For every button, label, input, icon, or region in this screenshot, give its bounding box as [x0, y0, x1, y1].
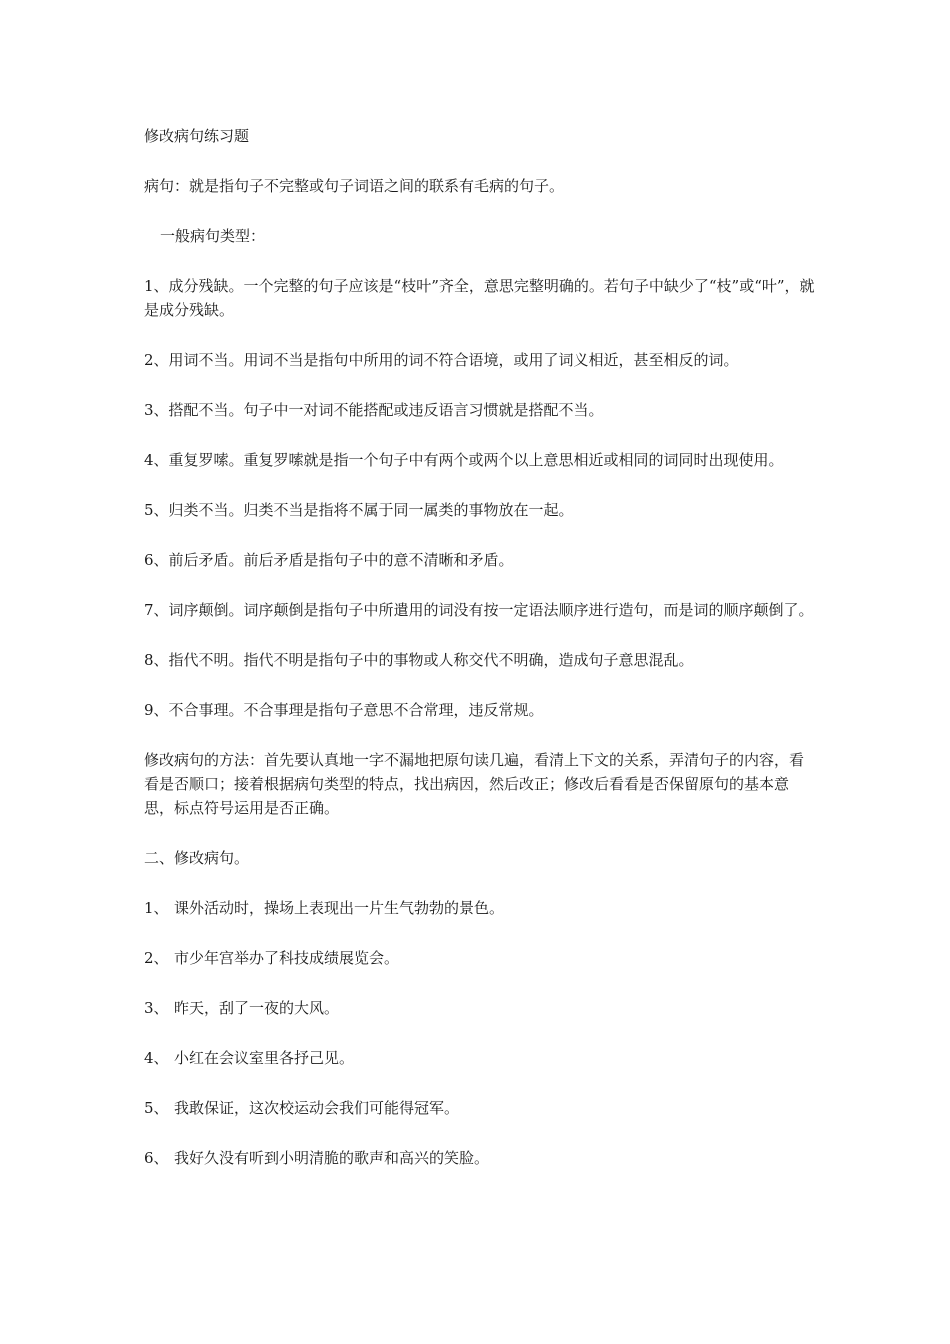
exercise-text: 我好久没有听到小明清脆的歌声和高兴的笑脸。: [174, 1149, 490, 1167]
exercise-number: 3、: [144, 999, 169, 1017]
exercise-text: 我敢保证，这次校运动会我们可能得冠军。: [174, 1099, 460, 1117]
exercise-item: [144, 1146, 816, 1170]
exercise-number: 6、: [144, 1149, 169, 1167]
exercise-number: 5、: [144, 1099, 169, 1117]
section2-heading: 二、修改病句。: [144, 849, 250, 867]
type-item-1: 1、成分残缺。一个完整的句子应该是“枝叶”齐全，意思完整明确的。若句子中缺少了“枝”或“叶”，就是成分残缺。: [144, 277, 815, 319]
type-item-5: 5、归类不当。归类不当是指将不属于同一属类的事物放在一起。: [144, 501, 574, 519]
exercise-item: [144, 896, 816, 920]
exercise-number: 2、: [144, 949, 169, 967]
type-item-8: 8、指代不明。指代不明是指句子中的事物或人称交代不明确，造成句子意思混乱。: [144, 651, 694, 669]
type-item-7: 7、词序颠倒。词序颠倒是指句子中所遣用的词没有按一定语法顺序进行造句，而是词的顺序颠倒了。: [144, 601, 814, 619]
exercise-item: [144, 946, 816, 970]
exercise-item: [144, 1096, 816, 1120]
exercise-text: 市少年宫举办了科技成绩展览会。: [174, 949, 400, 967]
exercise-text: 昨天，刮了一夜的大风。: [174, 999, 340, 1017]
document-page: [144, 124, 816, 1196]
method-paragraph: 修改病句的方法：首先要认真地一字不漏地把原句读几遍，看清上下文的关系，弄清句子的内容，看看是否顺口；接着根据病句类型的特点，找出病因，然后改正；修改后看看是否保留原句的基本意思，标点符号运用是否正确。: [144, 751, 805, 817]
exercise-text: 课外活动时，操场上表现出一片生气勃勃的景色。: [174, 899, 505, 917]
exercise-number: 1、: [144, 899, 169, 917]
type-item-9: 9、不合事理。不合事理是指句子意思不合常理，违反常规。: [144, 701, 544, 719]
exercise-item: [144, 1046, 816, 1070]
types-heading: 一般病句类型：: [160, 227, 266, 245]
exercise-number: 4、: [144, 1049, 169, 1067]
type-item-2: 2、用词不当。用词不当是指句中所用的词不符合语境，或用了词义相近，甚至相反的词。: [144, 351, 739, 369]
type-item-4: 4、重复罗嗦。重复罗嗦就是指一个句子中有两个或两个以上意思相近或相同的词同时出现使用。: [144, 451, 784, 469]
definition-paragraph: 病句：就是指句子不完整或句子词语之间的联系有毛病的句子。: [144, 177, 565, 195]
type-item-6: 6、前后矛盾。前后矛盾是指句子中的意不清晰和矛盾。: [144, 551, 514, 569]
type-item-3: 3、搭配不当。句子中一对词不能搭配或违反语言习惯就是搭配不当。: [144, 401, 604, 419]
exercise-text: 小红在会议室里各抒己见。: [174, 1049, 355, 1067]
document-title: 修改病句练习题: [144, 127, 250, 145]
exercise-item: [144, 996, 816, 1020]
